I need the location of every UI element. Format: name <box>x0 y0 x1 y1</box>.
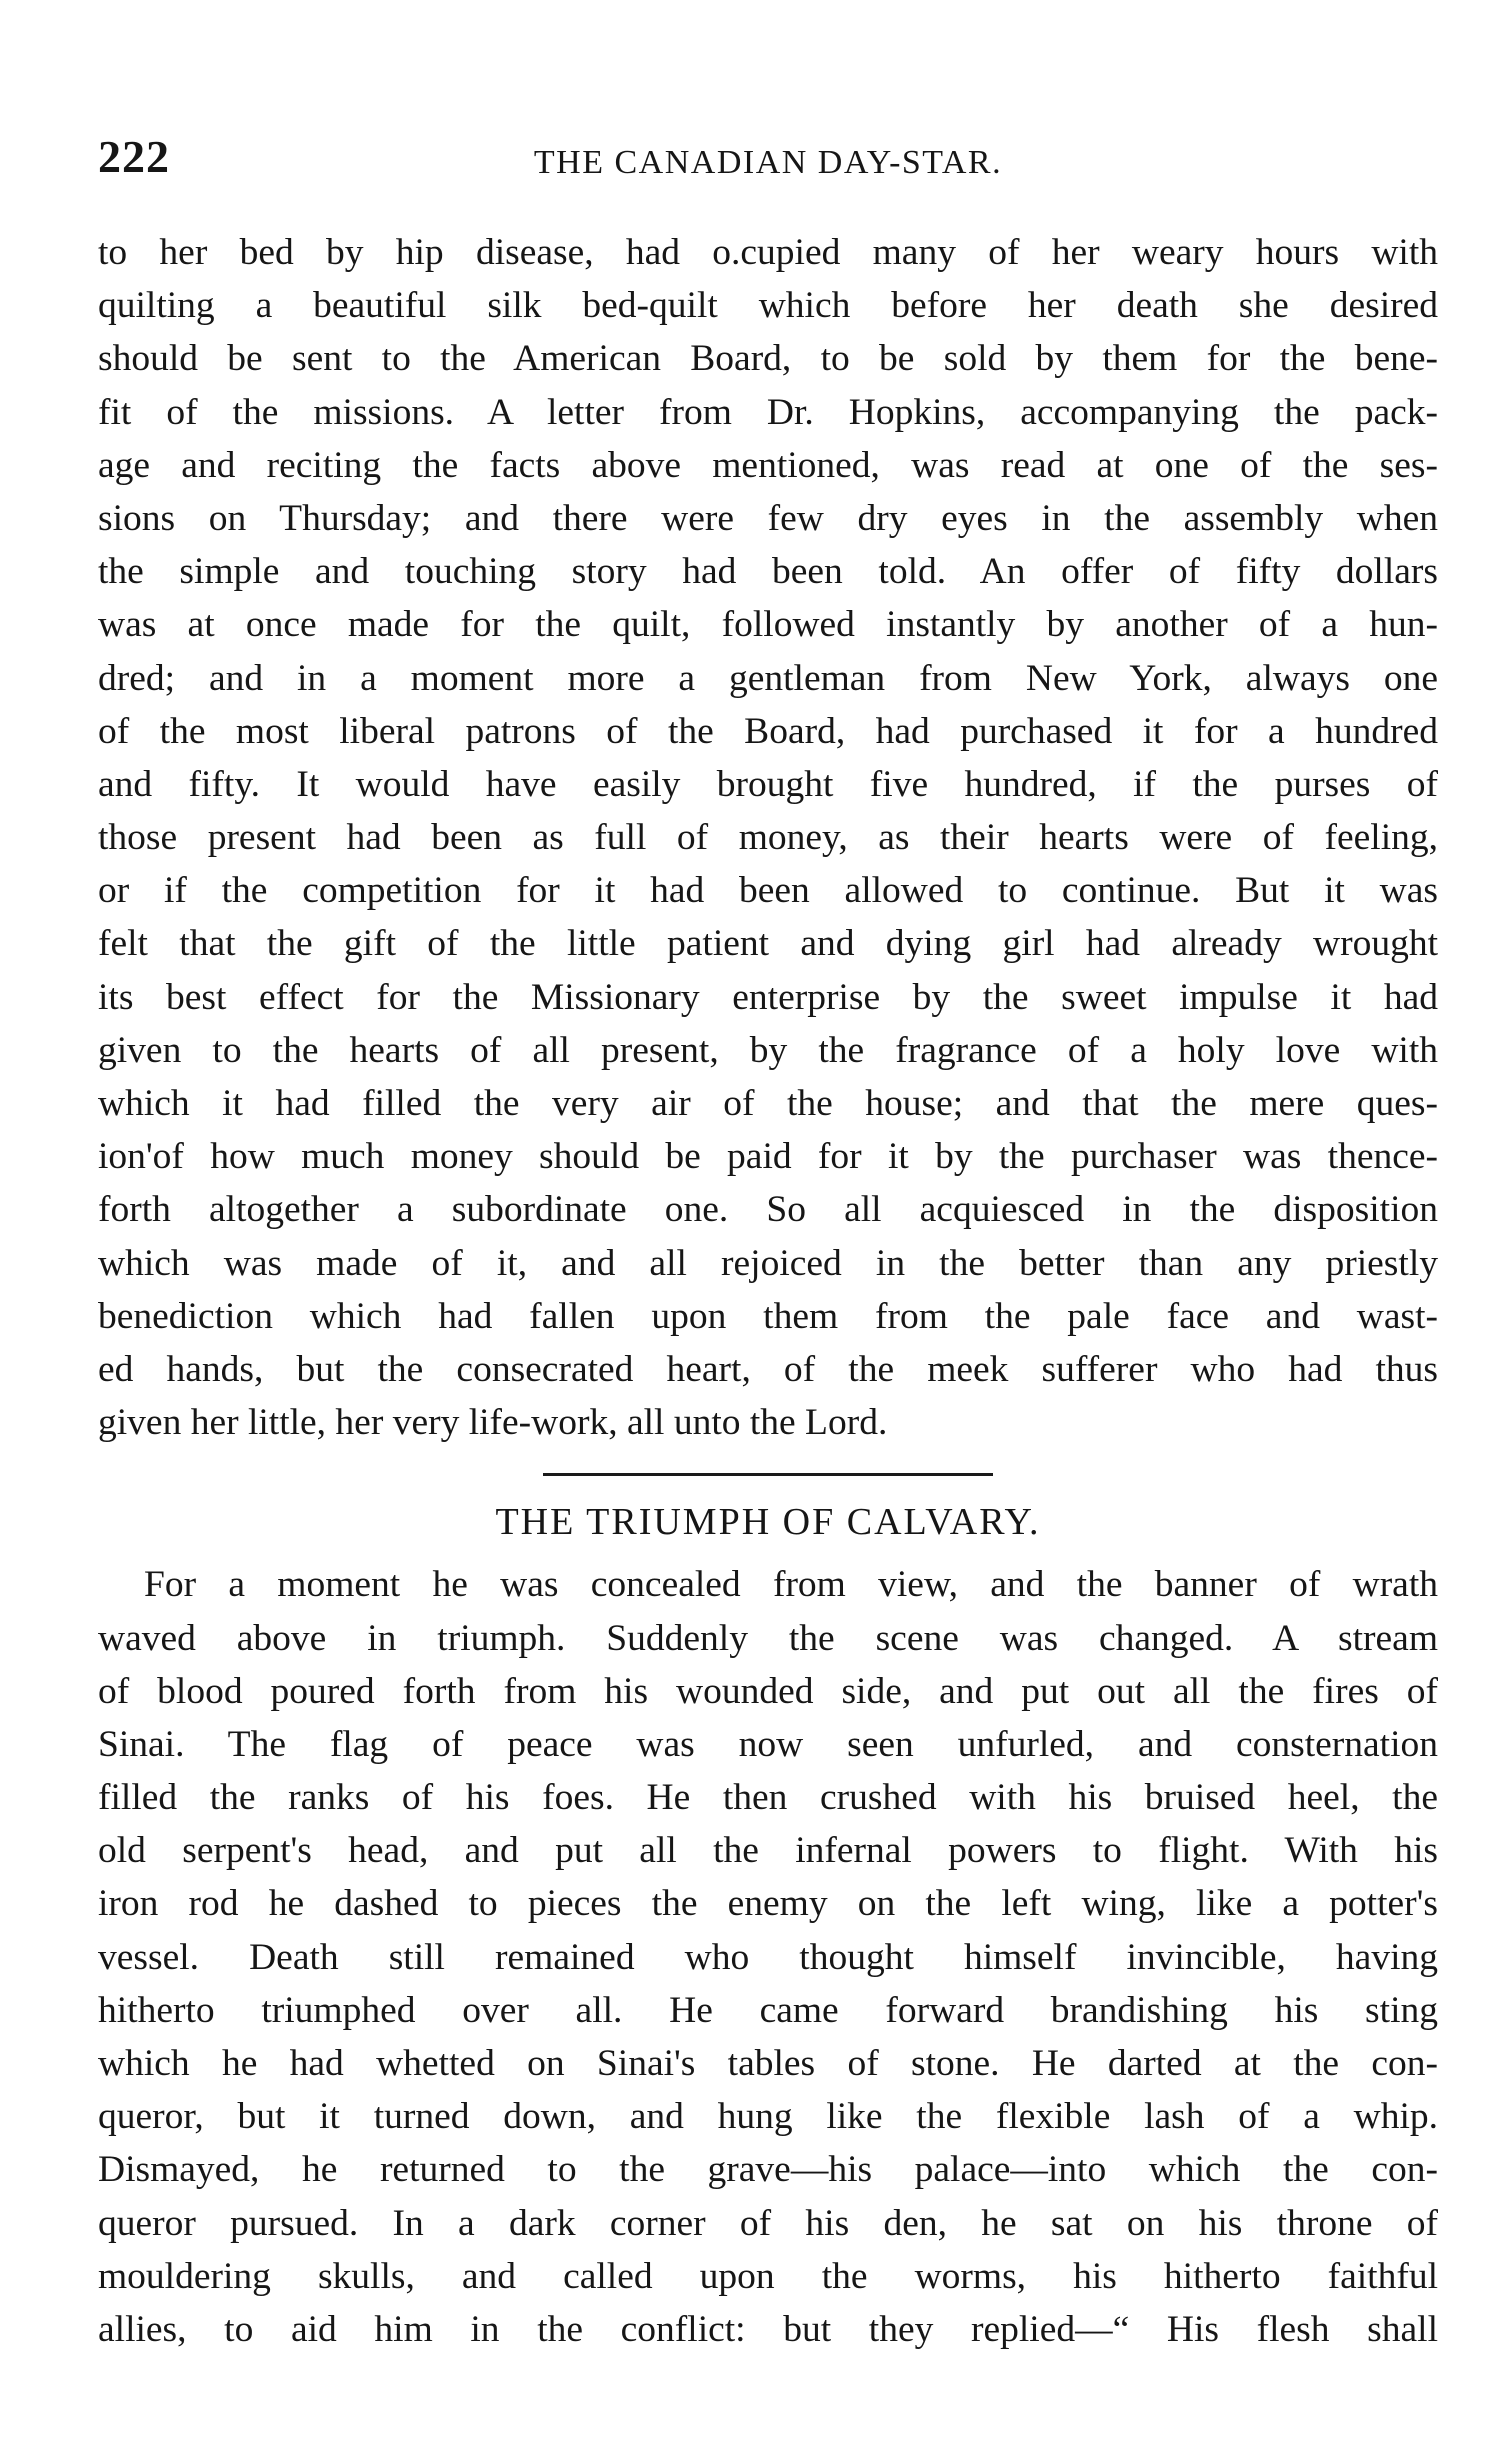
text-line: ion'of how much money should be paid for it by the purchaser was thence- <box>98 1136 1438 1178</box>
text-line: dred; and in a moment more a gentleman from New York, always one <box>98 657 1438 699</box>
text-line: Dismayed, he returned to the grave—his palace—into which the con- <box>98 2149 1438 2191</box>
text-line: waved above in triumph. Suddenly the scene was changed. A stream <box>98 1617 1438 1659</box>
text-line: and fifty. It would have easily brought five hundred, if the purses of <box>98 763 1438 805</box>
text-line: hitherto triumphed over all. He came forward brandishing his sting <box>98 1989 1438 2031</box>
text-line: old serpent's head, and put all the infernal powers to flight. With his <box>98 1830 1438 1872</box>
text-line: which he had whetted on Sinai's tables of stone. He darted at the con- <box>98 2043 1438 2084</box>
text-line: sions on Thursday; and there were few dry eyes in the assembly when <box>98 497 1438 539</box>
text-line: fit of the missions. A letter from Dr. Hopkins, accompanying the pack- <box>98 391 1438 433</box>
text-line: which was made of it, and all rejoiced in the better than any priestly <box>98 1242 1438 1284</box>
page-number: 222 <box>98 131 170 182</box>
text-line: its best effect for the Missionary enterprise by the sweet impulse it had <box>98 976 1438 1018</box>
text-line: of blood poured forth from his wounded side, and put out all the fires of <box>98 1670 1438 1712</box>
text-line: which it had filled the very air of the house; and that the mere ques- <box>98 1083 1438 1124</box>
text-line: those present had been as full of money, as their hearts were of feeling, <box>98 817 1438 859</box>
text-line: should be sent to the American Board, to be sold by them for the bene- <box>98 338 1438 380</box>
text-line: queror pursued. In a dark corner of his den, he sat on his throne of <box>98 2202 1438 2244</box>
text-line: For a moment he was concealed from view, and the banner of wrath <box>144 1564 1438 1606</box>
article-title: THE TRIUMPH OF CALVARY. <box>495 1501 1041 1544</box>
text-line: or if the competition for it had been allowed to continue. But it was <box>98 870 1438 912</box>
text-line: iron rod he dashed to pieces the enemy on the left wing, like a potter's <box>98 1883 1438 1925</box>
text-line: vessel. Death still remained who thought himself invincible, having <box>98 1936 1438 1978</box>
text-line: to her bed by hip disease, had o.cupied many of her weary hours with <box>98 232 1438 273</box>
text-line: was at once made for the quilt, followed instantly by another of a hun- <box>98 604 1438 646</box>
article-paragraph <box>98 1558 1438 2356</box>
text-line: age and reciting the facts above mentioned, was read at one of the ses- <box>98 444 1438 486</box>
text-line: of the most liberal patrons of the Board, had purchased it for a hundred <box>98 710 1438 752</box>
book-page <box>98 130 1438 2356</box>
text-line: ed hands, but the consecrated heart, of the meek sufferer who had thus <box>98 1348 1438 1390</box>
text-line: allies, to aid him in the conflict: but they replied—“ His flesh shall <box>98 2308 1438 2350</box>
text-line: quilting a beautiful silk bed-quilt which before her death she desired <box>98 285 1438 327</box>
text-line: felt that the gift of the little patient and dying girl had already wrought <box>98 923 1438 965</box>
text-line: Sinai. The flag of peace was now seen unfurled, and consternation <box>98 1723 1438 1765</box>
text-line: the simple and touching story had been told. An offer of fifty dollars <box>98 551 1438 593</box>
continued-paragraph <box>98 226 1438 1449</box>
text-line: queror, but it turned down, and hung like the flexible lash of a whip. <box>98 2096 1438 2138</box>
text-line: benediction which had fallen upon them from the pale face and wast- <box>98 1295 1438 1337</box>
journal-title: THE CANADIAN DAY-STAR. <box>533 144 1003 181</box>
text-line: filled the ranks of his foes. He then crushed with his bruised heel, the <box>98 1777 1438 1819</box>
running-head <box>98 130 1438 200</box>
text-line: forth altogether a subordinate one. So all acquiesced in the disposition <box>98 1189 1438 1231</box>
section-divider <box>543 1473 993 1476</box>
text-line: mouldering skulls, and called upon the worms, his hitherto faithful <box>98 2255 1438 2297</box>
text-line: given to the hearts of all present, by the fragrance of a holy love with <box>98 1029 1438 1071</box>
text-line: given her little, her very life-work, all unto the Lord. <box>98 1402 888 1444</box>
